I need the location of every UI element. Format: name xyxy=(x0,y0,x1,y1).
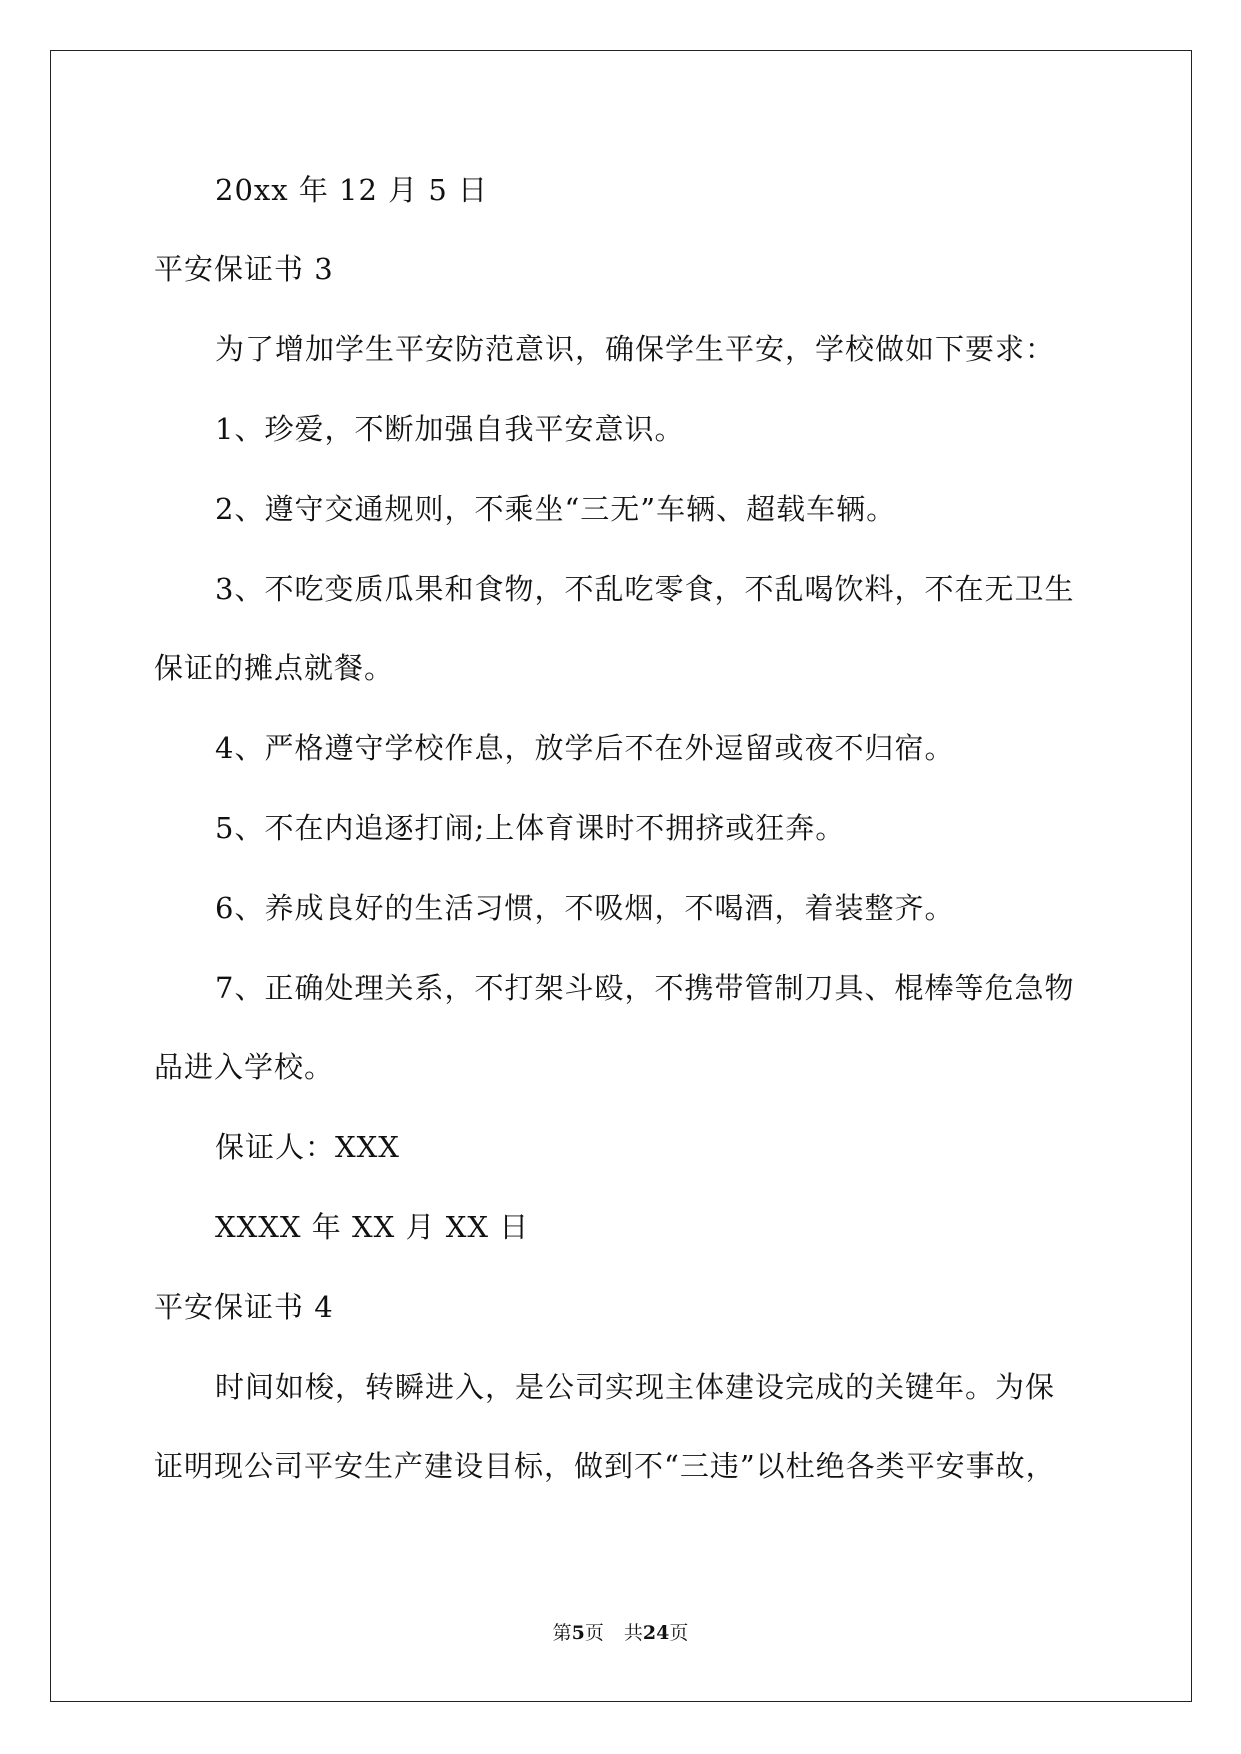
signature-date-line: XXXX 年 XX 月 XX 日 xyxy=(215,1210,530,1244)
rule-3-continued: 保证的摊点就餐。 xyxy=(154,651,395,685)
date-line: 20xx 年 12 月 5 日 xyxy=(215,173,489,207)
paragraph-4-line-2: 证明现公司平安生产建设目标，做到不“三违”以杜绝各类平安事故， xyxy=(154,1449,1056,1483)
rule-4: 4、严格遵守学校作息，放学后不在外逗留或夜不归宿。 xyxy=(215,731,955,765)
rule-7-continued: 品进入学校。 xyxy=(154,1050,335,1084)
section-title-4: 平安保证书 4 xyxy=(154,1290,334,1324)
intro-paragraph: 为了增加学生平安防范意识，确保学生平安，学校做如下要求： xyxy=(215,332,1056,366)
guarantor-line: 保证人：XXX xyxy=(215,1130,400,1164)
current-page-number: 5 xyxy=(571,1622,585,1644)
page-suffix: 页 xyxy=(584,1622,604,1644)
total-page-count: 24 xyxy=(642,1622,670,1644)
page-prefix: 第 xyxy=(552,1622,572,1644)
section-title-3: 平安保证书 3 xyxy=(154,252,334,286)
rule-6: 6、养成良好的生活习惯，不吸烟，不喝酒，着装整齐。 xyxy=(215,891,955,925)
rule-5: 5、不在内追逐打闹;上体育课时不拥挤或狂奔。 xyxy=(215,811,846,845)
total-prefix: 共 xyxy=(623,1622,643,1644)
rule-7: 7、正确处理关系，不打架斗殴，不携带管制刀具、棍棒等危急物 xyxy=(215,971,1075,1005)
rule-3: 3、不吃变质瓜果和食物，不乱吃零食，不乱喝饮料，不在无卫生 xyxy=(215,572,1075,606)
rule-2: 2、遵守交通规则，不乘坐“三无”车辆、超载车辆。 xyxy=(215,492,897,526)
rule-1: 1、珍爱，不断加强自我平安意识。 xyxy=(215,412,685,446)
total-suffix: 页 xyxy=(669,1622,689,1644)
paragraph-4-line-1: 时间如梭，转瞬进入，是公司实现主体建设完成的关键年。为保 xyxy=(215,1370,1056,1404)
page-footer xyxy=(0,1620,1241,1646)
